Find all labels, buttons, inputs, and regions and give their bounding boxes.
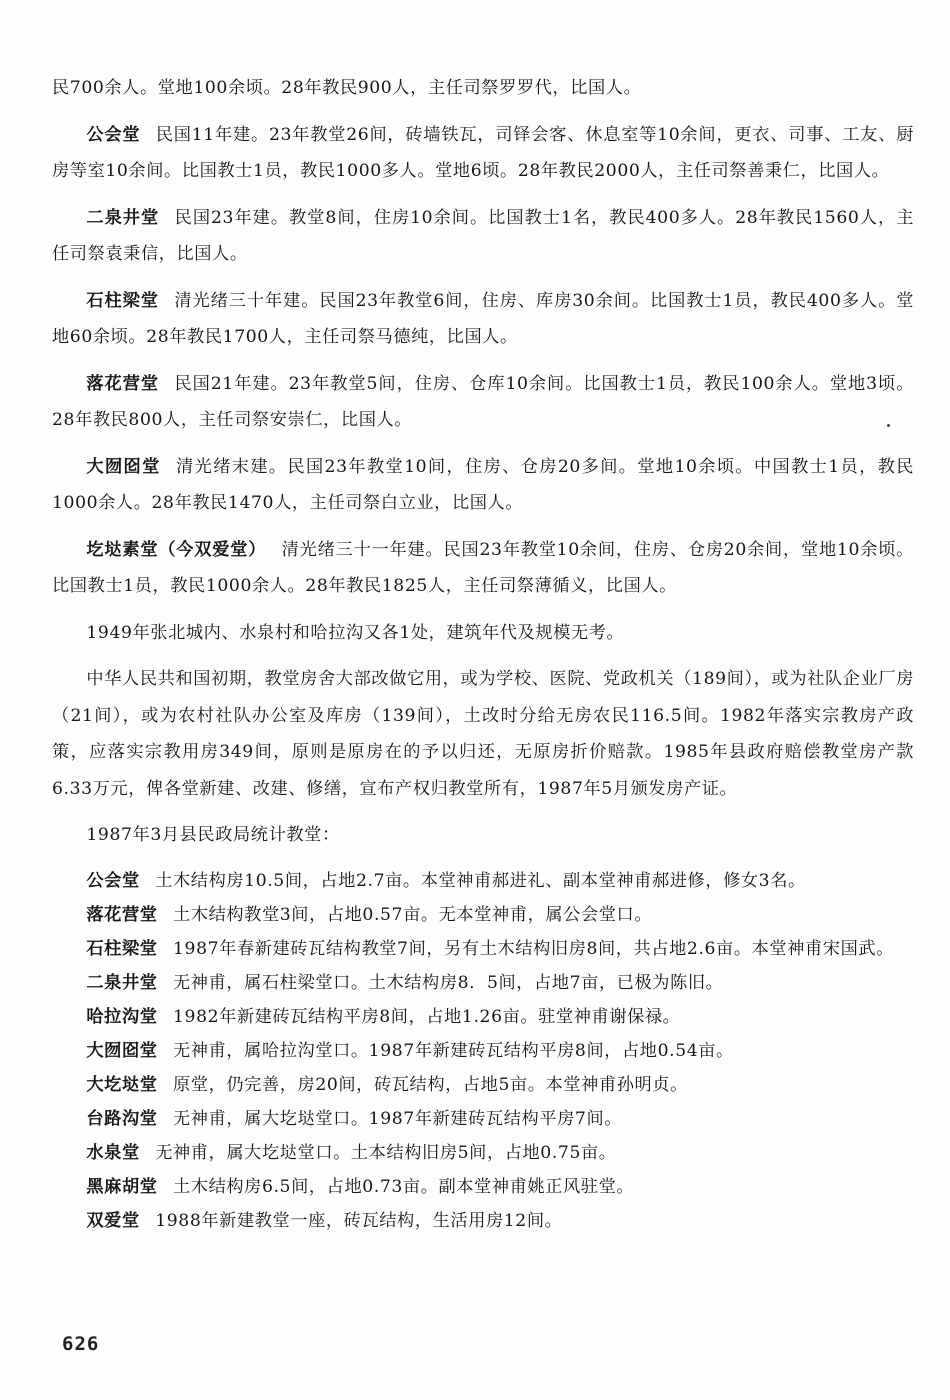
stats-description: 无神甫，属哈拉沟堂口。1987年新建砖瓦结构平房8间，占地0.54亩。 [173,1040,734,1061]
stats-entry [52,1034,914,1068]
stats-description: 1982年新建砖瓦结构平房8间，占地1.26亩。驻堂神甫谢保禄。 [173,1006,681,1027]
stats-church-name: 石柱梁堂 [86,938,158,959]
stats-church-name: 公会堂 [86,870,140,891]
church-entry [52,366,914,439]
church-description: 民国23年建。教堂8间，住房10余间。比国教士1名，教民400多人。28年教民1560人，主任司祭袁秉信，比国人。 [52,207,914,264]
stats-entry [52,1068,914,1102]
church-name: 圪垯素堂（今双爱堂） [86,539,267,560]
stats-church-name: 哈拉沟堂 [86,1006,158,1027]
stats-church-name: 台路沟堂 [86,1108,158,1129]
stats-description: 土木结构房10.5间，占地2.7亩。本堂神甫郝进礼、副本堂神甫郝进修，修女3名。 [155,870,806,891]
church-entry [52,283,914,356]
stats-description: 原堂，仍完善，房20间，砖瓦结构，占地5亩。本堂神甫孙明贞。 [173,1074,688,1095]
stats-description: 土木结构房6.5间，占地0.73亩。副本堂神甫姚正风驻堂。 [173,1176,635,1197]
church-description: 清光绪末建。民国23年教堂10间，住房、仓房20多间。堂地10余顷。中国教士1员，教民1000余人。28年教民1470人，主任司祭白立业，比国人。 [52,456,914,513]
stats-entry [52,1102,914,1136]
stats-entry [52,1170,914,1204]
stats-entry [52,932,914,966]
stats-church-name: 大囫囵堂 [86,1040,158,1061]
church-entry [52,200,914,273]
stats-entry [52,898,914,932]
church-name: 落花营堂 [86,373,159,394]
stats-entry [52,1000,914,1034]
church-name: 石柱梁堂 [86,290,159,311]
stats-description: 无神甫，属石柱梁堂口。土木结构房8．5间，占地7亩，已极为陈旧。 [173,972,724,993]
church-description: 民国11年建。23年教堂26间，砖墙铁瓦，司铎会客、休息室等10余间，更衣、司事、工友、厨房等室10余间。比国教士1员，教民1000多人。堂地6顷。28年教民2000人，主任司祭善秉仁，比国人。 [52,124,914,181]
paragraph-1949: 1949年张北城内、水泉村和哈拉沟又各1处，建筑年代及规模无考。 [86,622,625,643]
church-description: 清光绪三十年建。民国23年教堂6间，住房、库房30余间。比国教士1员，教民400多人。堂地60余顷。28年教民1700人，主任司祭马德纯，比国人。 [52,290,914,347]
church-entry [52,117,914,190]
stats-church-name: 黑麻胡堂 [86,1176,158,1197]
stats-church-name: 双爱堂 [86,1210,140,1231]
paragraph-1987-intro: 1987年3月县民政局统计教堂： [86,825,340,845]
paragraph-prc-era: 中华人民共和国初期，教堂房舍大部改做它用，或为学校、医院、党政机关（189间），或为社队企业厂房（21间），或为农村社队办公室及库房（139间），土改时分给无房农民116.5间。1982年落实宗教房产政策，应落实宗教用房349间，原则是原房在的予以归还，无原房折价赔款。1985年县政府赔偿教堂房产款6.33万元，俾各堂新建、改建、修缮，宣布产权归教堂所有，1987年5月颁发房产证。 [52,669,914,799]
stats-description: 1987年春新建砖瓦结构教堂7间，另有土木结构旧房8间，共占地2.6亩。本堂神甫宋国武。 [173,938,894,959]
church-entry [52,449,914,522]
stats-description: 无神甫，属大圪垯堂口。1987年新建砖瓦结构平房7间。 [173,1108,623,1129]
church-name: 公会堂 [86,124,141,145]
stats-church-name: 二泉井堂 [86,972,158,993]
scan-speck [887,424,890,427]
stats-church-name: 大圪垯堂 [86,1074,158,1095]
stats-entry [52,966,914,1000]
stats-entry [52,1136,914,1170]
stats-description: 无神甫，属大圪垯堂口。土本结构旧房5间，占地0.75亩。 [155,1142,617,1163]
stats-description: 1988年新建教堂一座，砖瓦结构，生活用房12间。 [155,1210,563,1231]
stats-description: 土木结构教堂3间，占地0.57亩。无本堂神甫，属公会堂口。 [173,904,653,925]
stats-church-name: 水泉堂 [86,1142,140,1163]
church-name: 二泉井堂 [86,207,160,228]
church-name: 大囫囵堂 [86,456,161,477]
opening-paragraph: 民700余人。堂地100余顷。28年教民900人，主任司祭罗罗代，比国人。 [52,78,642,98]
church-description: 民国21年建。23年教堂5间，住房、仓库10余间。比国教士1员，教民100余人。堂地3顷。28年教民800人，主任司祭安崇仁，比国人。 [52,373,914,430]
page-number: 626 [62,1333,100,1355]
stats-entry [52,864,914,898]
church-description: 清光绪三十一年建。民国23年教堂10余间，住房、仓房20余间，堂地10余顷。比国教士1员，教民1000余人。28年教民1825人，主任司祭薄循义，比国人。 [52,539,914,596]
stats-entry [52,1204,914,1238]
church-entry [52,532,914,605]
body-text [52,70,914,1238]
stats-church-name: 落花营堂 [86,904,158,925]
